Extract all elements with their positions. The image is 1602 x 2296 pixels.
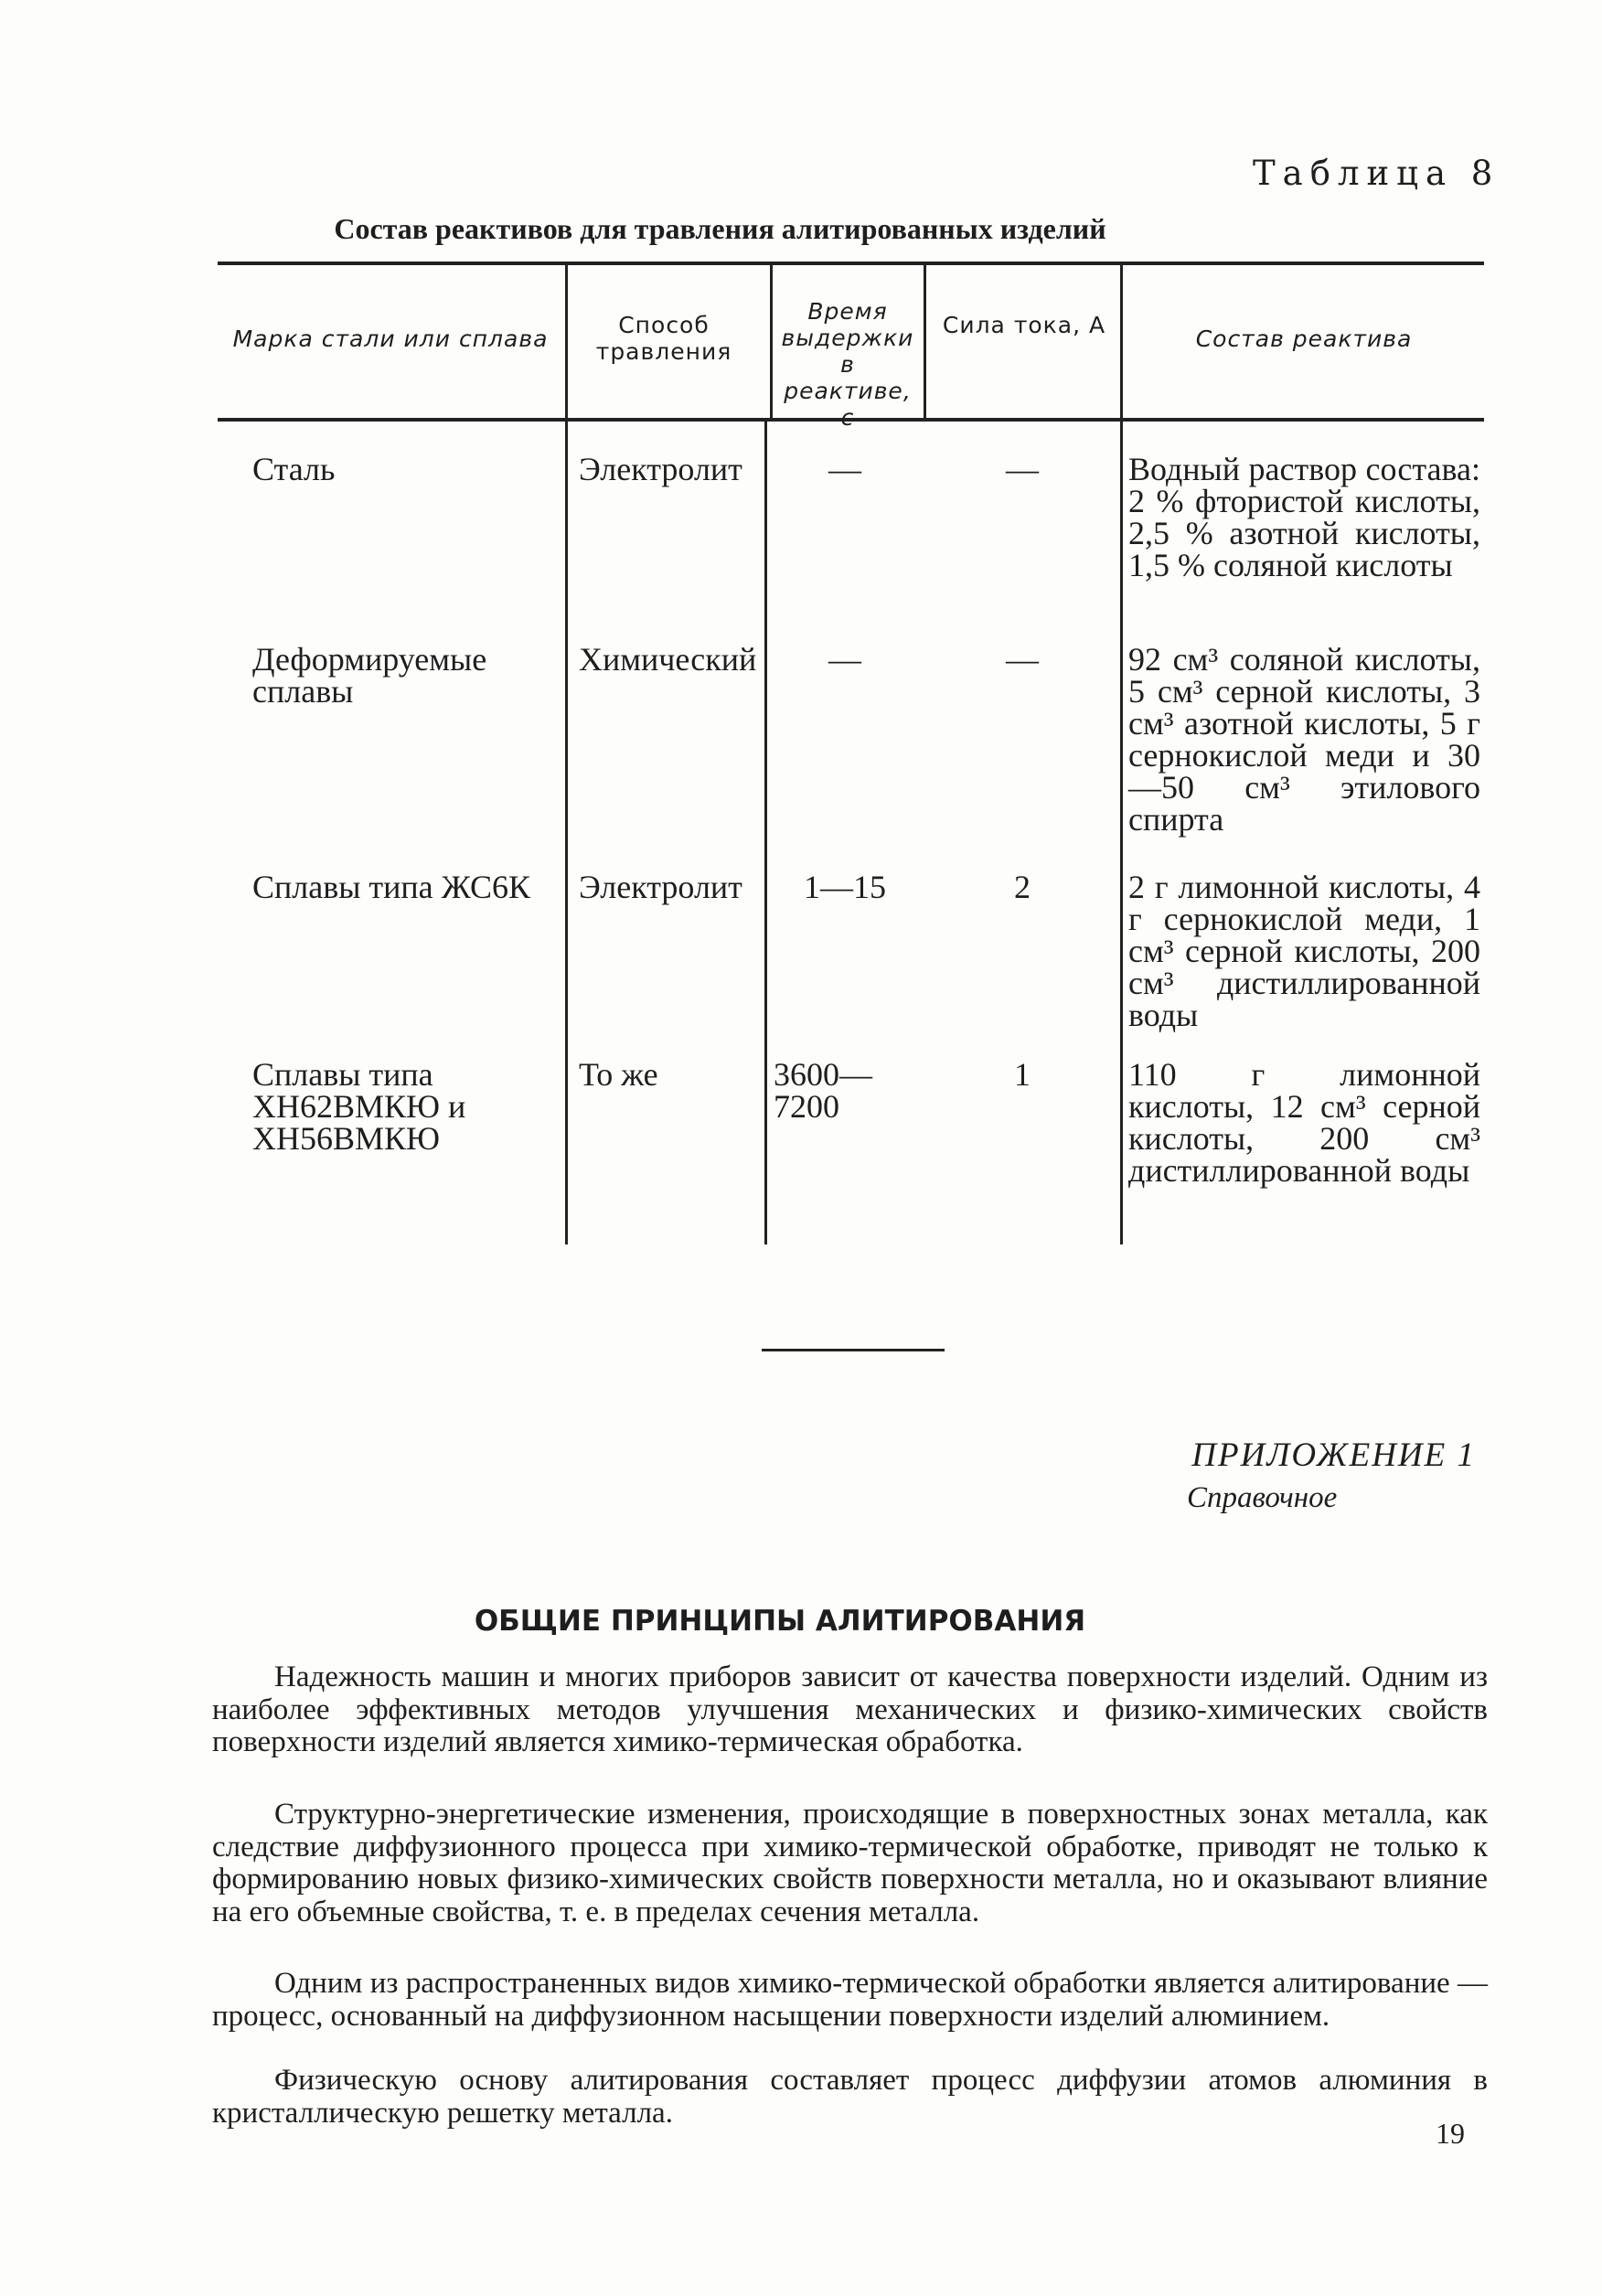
row-composition: 2 г лимонной кислоты, 4 г сернокислой меди, 1 см³ серной кислоты, 200 см³ дистиллированной воды xyxy=(1128,869,1480,1033)
row-grade: Сталь xyxy=(252,451,336,487)
row-time: 3600—7200 xyxy=(774,1056,872,1125)
reagents-table xyxy=(218,262,1484,1249)
paragraph-text: Структурно-энергетические изменения, происходящие в поверхностных зонах металла, как следствие диффузионного процесса при химико-термической обработке, приводят не только к формированию новых физико-химических свойств поверхности металла, но и оказывают влияние на его объемные свойства, т. е. в пределах сечения металла. xyxy=(212,1798,1488,1928)
row-grade: Деформируемые сплавы xyxy=(252,641,487,710)
column-divider xyxy=(764,422,767,1244)
column-header: Сила тока, А xyxy=(942,312,1106,338)
column-header: Способ травления xyxy=(595,312,732,365)
section-title: ОБЩИЕ ПРИНЦИПЫ АЛИТИРОВАНИЯ xyxy=(474,1605,1086,1638)
row-grade: Сплавы типа ХН62ВМКЮ и ХН56ВМКЮ xyxy=(252,1056,466,1157)
row-composition: Водный раствор состава: 2 % фтористой кислоты, 2,5 % азотной кислоты, 1,5 % соляной кислоты xyxy=(1128,451,1480,583)
row-method: Электролит xyxy=(579,451,742,487)
body-paragraph xyxy=(212,1799,1488,1928)
paragraph-text: Надежность машин и многих приборов зависит от качества поверхности изделий. Одним из наиболее эффективных методов улучшения механических и физико-химических свойств поверхности изделий является химико-термическая обработка. xyxy=(212,1661,1488,1758)
paragraph-text: Физическую основу алитирования составляет процесс диффузии атомов алюминия в кристаллическую решетку металла. xyxy=(212,2064,1488,2130)
row-current: — xyxy=(1006,451,1039,487)
row-method: Химический xyxy=(579,641,757,678)
column-divider xyxy=(1120,263,1123,420)
row-current: 1 xyxy=(1014,1056,1031,1093)
row-time: — xyxy=(828,641,861,678)
body-paragraph xyxy=(212,1661,1488,1759)
table-label: Таблица 8 xyxy=(1253,154,1501,193)
separator-rule xyxy=(762,1349,945,1351)
table-title: Состав реактивов для травления алитированных изделий xyxy=(334,212,1106,245)
page-number: 19 xyxy=(1436,2117,1465,2150)
row-current: 2 xyxy=(1014,869,1031,905)
column-header: Время выдержки в реактиве, с xyxy=(781,298,914,431)
body-paragraph xyxy=(212,2065,1488,2130)
row-time: 1—15 xyxy=(804,869,886,905)
body-paragraph xyxy=(212,1968,1488,2033)
row-composition: 92 см³ соляной кислоты, 5 см³ серной кислоты, 3 см³ азотной кислоты, 5 г сернокислой меди и 30—50 см³ этилового спирта xyxy=(1128,641,1480,838)
column-divider xyxy=(1120,422,1123,1244)
column-divider xyxy=(770,263,773,420)
column-header: Марка стали или сплава xyxy=(232,326,549,352)
column-divider xyxy=(924,263,926,420)
column-divider xyxy=(565,422,568,1244)
row-time: — xyxy=(828,451,861,487)
column-header: Состав реактива xyxy=(1195,326,1413,352)
row-grade: Сплавы типа ЖС6К xyxy=(252,869,531,905)
row-method: То же xyxy=(579,1056,658,1093)
row-composition: 110 г лимонной кислоты, 12 см³ серной кислоты, 200 см³ дистиллированной воды xyxy=(1128,1056,1480,1189)
paragraph-text: Одним из распространенных видов химико-термической обработки является алитирование — процесс, основанный на диффузионном насыщении поверхности изделий алюминием. xyxy=(212,1967,1488,2033)
table-top-rule xyxy=(218,262,1484,265)
row-current: — xyxy=(1006,641,1039,678)
appendix-subtitle: Справочное xyxy=(1187,1481,1338,1514)
column-divider xyxy=(565,263,568,420)
appendix-title: ПРИЛОЖЕНИЕ 1 xyxy=(1191,1436,1476,1474)
row-method: Электролит xyxy=(579,869,742,905)
